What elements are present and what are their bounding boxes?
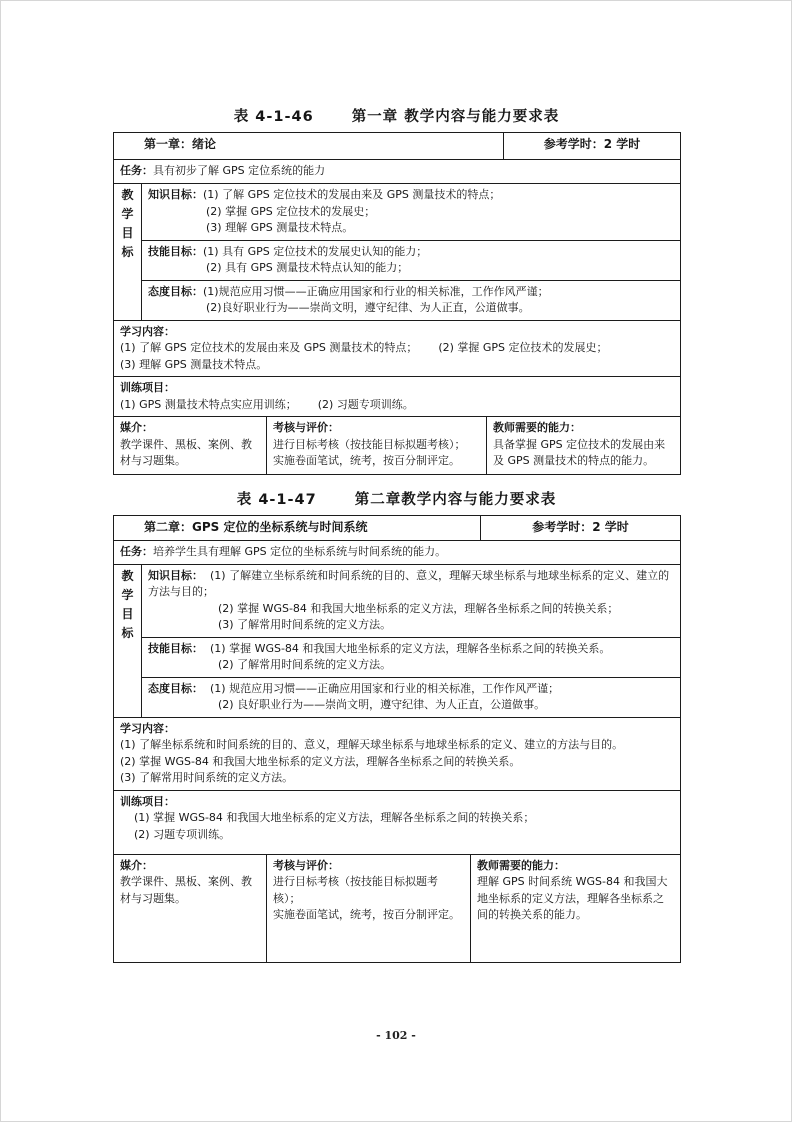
table2-skill-goal-cell xyxy=(142,637,681,677)
table1-skill-item1: (1) 具有 GPS 定位技术的发展史认知的能力； xyxy=(203,244,428,258)
table1-attitude-label: 态度目标： xyxy=(148,284,203,298)
table2-attitude-items: (2) 良好职业行为——崇尚文明，遵守纪律、为人正直，公道做事。 xyxy=(218,698,546,711)
table2-skill-items: (2) 了解常用时间系统的定义方法。 xyxy=(218,658,392,671)
table1-content-lines: (1) 了解 GPS 定位技术的发展由来及 GPS 测量技术的特点； (2) 掌握 GPS 定位技术的发展史； (3) 理解 GPS 测量技术特点。 xyxy=(120,341,608,371)
table2-task-cell xyxy=(114,541,681,565)
table2-attitude-item1: (1) 规范应用习惯——正确应用国家和行业的相关标准，工作作风严谨； xyxy=(203,681,560,695)
table1-skill-goal-cell xyxy=(142,240,681,280)
table1-media-cell xyxy=(114,417,267,475)
table2-goal-column: 教 学 目 标 xyxy=(114,564,142,717)
table1-chapter-cell: 第一章：绪论 xyxy=(114,133,504,160)
table2-knowledge-items: (2) 掌握 WGS-84 和我国大地坐标系的定义方法，理解各坐标系之间的转换关系； (3) 了解常用时间系统的定义方法。 xyxy=(218,601,619,631)
table2-attitude-goal-cell xyxy=(142,677,681,717)
table1-attitude-items: (2)良好职业行为——崇尚文明，遵守纪律、为人正直，公道做事。 xyxy=(206,301,530,314)
table1-skill-items: (2) 具有 GPS 测量技术特点认知的能力； xyxy=(206,261,409,274)
table2-title: 第二章教学内容与能力要求表 xyxy=(354,492,557,508)
table1-title: 第一章 教学内容与能力要求表 xyxy=(351,109,560,125)
table2-caption xyxy=(113,488,680,509)
document-content xyxy=(113,105,680,963)
table1-teacher-cell xyxy=(487,417,681,475)
table1-training-cell xyxy=(114,377,681,417)
table1-attitude-goal-cell xyxy=(142,280,681,320)
table2-content-cell xyxy=(114,717,681,790)
table1-knowledge-items: (2) 掌握 GPS 定位技术的发展史； (3) 理解 GPS 测量技术特点。 xyxy=(206,204,376,234)
table1-knowledge-label: 知识目标： xyxy=(148,188,203,201)
table2-assessment-cell xyxy=(267,854,471,962)
table1-content-label: 学习内容： xyxy=(120,324,175,338)
table2-skill-label: 技能目标： xyxy=(148,641,203,655)
table2-attitude-label: 态度目标： xyxy=(148,681,203,695)
table1-teacher-text: 具备掌握 GPS 定位技术的发展由来及 GPS 测量技术的特点的能力。 xyxy=(493,437,666,467)
table2-number: 表 4-1-47 xyxy=(236,492,317,508)
table1-assessment-lines: 进行目标考核（按技能目标拟题考核）； 实施卷面笔试，统考，按百分制评定。 xyxy=(273,437,466,467)
table2-training-lines: (1) 掌握 WGS-84 和我国大地坐标系的定义方法，理解各坐标系之间的转换关系； (2) 习题专项训练。 xyxy=(120,811,535,841)
table1-number: 表 4-1-46 xyxy=(233,109,314,125)
table2-knowledge-goal-cell xyxy=(142,564,681,637)
table1-task-cell xyxy=(114,160,681,184)
table2-teacher-cell xyxy=(471,854,681,962)
table1-media-label: 媒介： xyxy=(120,421,153,434)
table1-content-cell xyxy=(114,320,681,377)
table2-training-cell xyxy=(114,790,681,854)
table2-task-text: 培养学生具有理解 GPS 定位的坐标系统与时间系统的能力。 xyxy=(153,545,447,558)
table2-content-label: 学习内容： xyxy=(120,721,175,735)
table2-skill-item1: (1) 掌握 WGS-84 和我国大地坐标系的定义方法，理解各坐标系之间的转换关系。 xyxy=(203,641,611,655)
page-number: - 102 - xyxy=(376,1029,416,1042)
table1-caption xyxy=(113,105,680,126)
table2-knowledge-item1: (1) 了解建立坐标系统和时间系统的目的、意义，理解天球坐标系与地球坐标系的定义、建立的方法与目的； xyxy=(148,568,670,598)
table1-training-label: 训练项目： xyxy=(120,381,175,394)
table2-task-label: 任务： xyxy=(120,545,153,558)
table2-media-text: 教学课件、黑板、案例、教材与习题集。 xyxy=(120,875,252,905)
table1-knowledge-item1: (1) 了解 GPS 定位技术的发展由来及 GPS 测量技术的特点； xyxy=(203,188,501,201)
table1-skill-label: 技能目标： xyxy=(148,244,203,258)
table2 xyxy=(113,515,681,963)
table1-assessment-cell xyxy=(267,417,487,475)
table2-chapter-cell: 第二章：GPS 定位的坐标系统与时间系统 xyxy=(114,516,481,541)
table1-task-label: 任务： xyxy=(120,164,153,177)
table2-teacher-label: 教师需要的能力： xyxy=(477,858,565,872)
table2-knowledge-label: 知识目标： xyxy=(148,568,203,582)
table1-assessment-label: 考核与评价： xyxy=(273,421,339,434)
table1-training-lines: (1) GPS 测量技术特点实应用训练； (2) 习题专项训练。 xyxy=(120,397,414,411)
table2-training-label: 训练项目： xyxy=(120,794,175,808)
table2-assessment-label: 考核与评价： xyxy=(273,858,339,872)
table1 xyxy=(113,132,681,475)
table2-hours-cell: 参考学时：2 学时 xyxy=(481,516,681,541)
table1-knowledge-goal-cell xyxy=(142,184,681,241)
table2-teacher-text: 理解 GPS 时间系统 WGS-84 和我国大地坐标系的定义方法，理解各坐标系之间的转换关系的能力。 xyxy=(477,875,668,921)
table1-attitude-item1: (1)规范应用习惯——正确应用国家和行业的相关标准，工作作风严谨； xyxy=(203,284,549,298)
table2-media-cell xyxy=(114,854,267,962)
table2-content-lines: (1) 了解坐标系统和时间系统的目的、意义，理解天球坐标系与地球坐标系的定义、建立的方法与目的。 (2) 掌握 WGS-84 和我国大地坐标系的定义方法，理解各坐标系之间的转换关系。 (3) 了解常用时间系统的定义方法。 xyxy=(120,738,624,784)
table2-assessment-lines: 进行目标考核（按技能目标拟题考核）； 实施卷面笔试，统考，按百分制评定。 xyxy=(273,875,460,921)
table1-media-text: 教学课件、黑板、案例、教材与习题集。 xyxy=(120,437,252,467)
table1-teacher-label: 教师需要的能力： xyxy=(493,421,581,434)
table1-hours-cell: 参考学时：2 学时 xyxy=(504,133,681,160)
table1-goal-column: 教 学 目 标 xyxy=(114,184,142,321)
table1-task-text: 具有初步了解 GPS 定位系统的能力 xyxy=(153,164,326,177)
table2-media-label: 媒介： xyxy=(120,858,153,872)
